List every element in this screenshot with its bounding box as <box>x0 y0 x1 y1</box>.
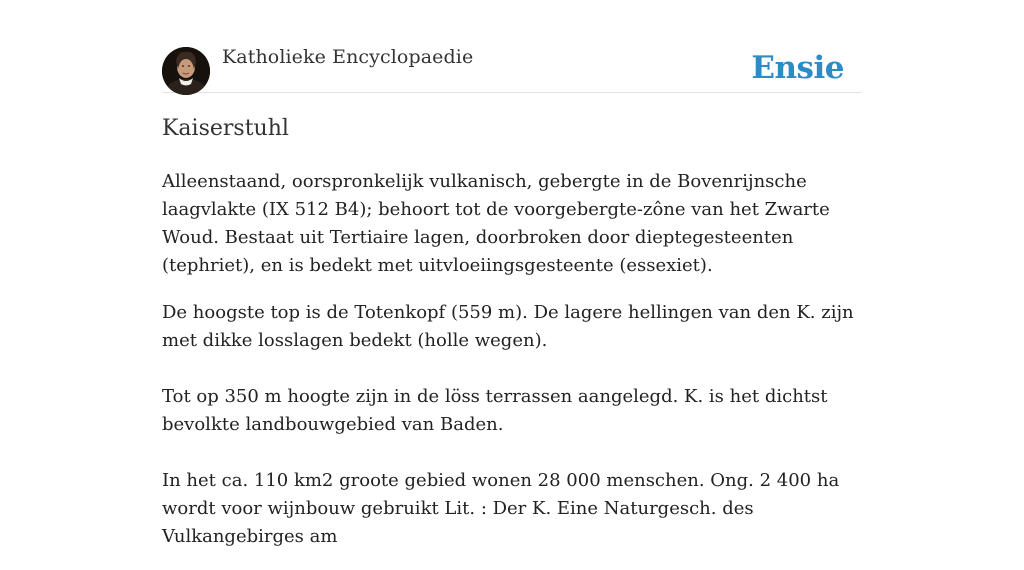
portrait-image <box>162 47 210 95</box>
article-paragraph: Alleenstaand, oorspronkelijk vulkanisch, gebergte in de Bovenrijnsche laagvlakte (IX 512 B4); behoort tot de voorgebergte-zône van het Zwarte Woud. Bestaat uit Tertiaire lagen, doorbroken door dieptegesteenten (tephriet), en is bedekt met uitvloeiingsgesteente (essexiet). <box>162 171 830 276</box>
site-header <box>162 44 862 93</box>
article-paragraph: Tot op 350 m hoogte zijn in de löss terrassen aangelegd. K. is het dichtst bevolkte landbouwgebied van Baden. <box>162 386 828 435</box>
ensie-logo[interactable]: Ensie <box>751 50 844 86</box>
article-paragraph: De hoogste top is de Totenkopf (559 m). De lagere hellingen van den K. zijn met dikke losslagen bedekt (holle wegen). <box>162 302 854 351</box>
article-paragraph: In het ca. 110 km2 groote gebied wonen 28 000 menschen. Ong. 2 400 ha wordt voor wijnbouw gebruikt Lit. : Der K. Eine Naturgesch. des Vulkangebirges am <box>162 470 840 547</box>
article-body <box>162 168 867 570</box>
source-name[interactable]: Katholieke Encyclopaedie <box>222 46 474 68</box>
author-avatar[interactable] <box>162 47 210 95</box>
article-title: Kaiserstuhl <box>162 116 289 141</box>
